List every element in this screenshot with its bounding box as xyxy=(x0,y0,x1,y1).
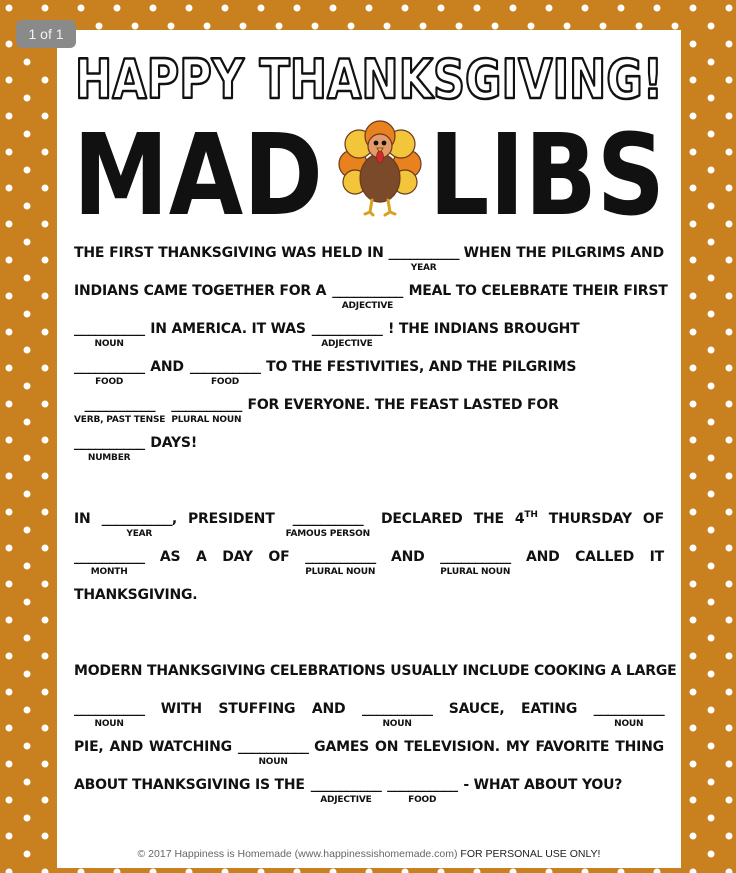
story-text-segment: TELEVISION. xyxy=(404,739,500,755)
story-line xyxy=(74,700,664,738)
blank-line: __________ xyxy=(361,702,433,717)
blank-hint-label: NOUN xyxy=(258,757,288,767)
blank-hint-label: YEAR xyxy=(410,263,437,273)
title-happy-thanksgiving xyxy=(57,38,681,110)
story-text-segment: THE xyxy=(74,245,105,261)
blank-hint-label: NUMBER xyxy=(87,453,131,463)
story-text-segment: INDIANS CAME TOGETHER FOR A xyxy=(74,283,327,299)
fill-in-blank[interactable] xyxy=(389,244,459,274)
blank-line: __________ xyxy=(84,398,155,413)
story-text-segment: AND xyxy=(311,701,346,717)
story-text-segment: HELD xyxy=(321,245,363,261)
blank-line: __________ xyxy=(311,322,383,337)
blank-line: __________ xyxy=(74,322,145,337)
story-line xyxy=(74,282,668,320)
story-line xyxy=(74,586,664,624)
fill-in-blank[interactable] xyxy=(74,700,144,730)
fill-in-blank[interactable] xyxy=(594,700,664,730)
story-text-segment: 4TH xyxy=(514,510,538,527)
story-line xyxy=(74,320,664,358)
fill-in-blank[interactable] xyxy=(286,510,370,540)
blank-hint-label: FOOD xyxy=(408,795,437,805)
story-text-segment: THANKSGIVING xyxy=(158,245,277,261)
fill-in-blank[interactable] xyxy=(74,358,144,388)
story-text-segment: THANKSGIVING. xyxy=(74,587,198,603)
story-line xyxy=(74,396,664,434)
story-text-segment: AS xyxy=(159,549,181,565)
blank-line: __________ xyxy=(332,284,403,299)
title-libs: LIBS xyxy=(429,111,665,241)
blank-hint-label: FAMOUS PERSON xyxy=(285,529,370,539)
fill-in-blank[interactable] xyxy=(74,396,165,426)
blank-hint-label: ADJECTIVE xyxy=(320,795,372,805)
story-text-segment: AND xyxy=(150,359,184,375)
story-text-segment: STUFFING xyxy=(218,701,296,717)
story-line xyxy=(74,776,664,814)
fill-in-blank[interactable] xyxy=(74,434,144,464)
fill-in-blank[interactable] xyxy=(74,320,144,350)
ordinal-suffix: TH xyxy=(524,510,538,520)
blank-hint-label: NOUN xyxy=(94,719,124,729)
story-text-segment: FOR EVERYONE. THE FEAST LASTED FOR xyxy=(247,397,559,413)
footer-notice: FOR PERSONAL USE ONLY! xyxy=(460,848,601,860)
blank-hint-label: VERB, PAST TENSE xyxy=(74,415,166,425)
story-line xyxy=(74,244,664,282)
story-text-segment: AND xyxy=(525,549,560,565)
blank-punctuation: , xyxy=(171,511,177,527)
fill-in-blank[interactable] xyxy=(362,700,432,730)
blank-line: __________ xyxy=(237,740,309,755)
story-text-segment: THE xyxy=(516,245,547,261)
fill-in-blank[interactable] xyxy=(440,548,510,578)
blank-line: __________ xyxy=(310,778,382,793)
story-text-segment: DECLARED xyxy=(380,511,463,527)
story-text-segment: OF xyxy=(642,511,664,527)
title-mad: MAD xyxy=(73,111,323,241)
story-text-segment: PRESIDENT xyxy=(188,511,275,527)
blank-hint-label: PLURAL NOUN xyxy=(305,567,376,577)
fill-in-blank[interactable] xyxy=(305,548,375,578)
story-text-segment: MEAL TO CELEBRATE THEIR FIRST xyxy=(408,283,668,299)
title-line-1: HAPPY THANKSGIVING! xyxy=(75,48,663,111)
blank-hint-label: PLURAL NOUN xyxy=(171,415,242,425)
story-text-segment: IN xyxy=(367,245,384,261)
story-text-segment: TO THE FESTIVITIES, AND THE PILGRIMS xyxy=(266,359,577,375)
story-text-segment: FIRST xyxy=(109,245,154,261)
story-text-segment: SAUCE, xyxy=(448,701,505,717)
blank-line: __________ xyxy=(74,436,145,451)
blank-hint-label: NOUN xyxy=(94,339,124,349)
footer-copyright: © 2017 Happiness is Homemade (www.happinessishomemade.com) xyxy=(137,848,458,860)
fill-in-blank[interactable] xyxy=(311,776,381,806)
story-text-segment: OF xyxy=(268,549,290,565)
blank-line: __________ xyxy=(74,360,145,375)
blank-hint-label: NOUN xyxy=(614,719,644,729)
turkey-icon xyxy=(335,116,425,216)
story-text-segment: MODERN THANKSGIVING CELEBRATIONS USUALLY INCLUDE COOKING A LARGE xyxy=(74,663,677,679)
story-text-segment: PIE, xyxy=(74,739,104,755)
blank-hint-label: NOUN xyxy=(382,719,412,729)
story-text-segment: MY xyxy=(505,739,530,755)
story-text-segment: ABOUT THANKSGIVING IS THE xyxy=(74,777,305,793)
story-line xyxy=(74,548,664,586)
fill-in-blank[interactable] xyxy=(74,548,144,578)
blank-hint-label: FOOD xyxy=(95,377,124,387)
story-text-segment: WATCHING xyxy=(149,739,232,755)
story-text-segment: WITH xyxy=(160,701,202,717)
story-line xyxy=(74,510,664,548)
blank-hint-label: ADJECTIVE xyxy=(341,301,394,311)
footer-credit xyxy=(57,848,681,860)
blank-line: __________ xyxy=(388,246,459,261)
story-text-segment: ON xyxy=(375,739,399,755)
story-text-segment: IT xyxy=(649,549,664,565)
story-text-segment: FAVORITE xyxy=(535,739,610,755)
blank-line: __________ xyxy=(292,512,363,527)
fill-in-blank[interactable] xyxy=(387,776,457,806)
story-text-segment: IN xyxy=(74,511,91,527)
blank-hint-label: ADJECTIVE xyxy=(321,339,373,349)
story-text-segment: CALLED xyxy=(575,549,635,565)
story-text-segment: IN AMERICA. IT WAS xyxy=(150,321,306,337)
story-text-segment: PILGRIMS xyxy=(551,245,626,261)
fill-in-blank[interactable] xyxy=(238,738,308,768)
blank-line: __________ xyxy=(305,550,376,565)
blank-hint-label: PLURAL NOUN xyxy=(440,567,511,577)
blank-hint-label: FOOD xyxy=(210,377,240,387)
story-line xyxy=(74,358,664,396)
blank-line: __________ xyxy=(387,778,458,793)
fill-in-blank[interactable] xyxy=(312,320,382,350)
story-text-segment: AND xyxy=(109,739,144,755)
blank-line: __________ xyxy=(593,702,664,717)
story-text-segment: THE xyxy=(473,511,504,527)
blank-line: __________ xyxy=(101,512,172,527)
story-text-segment: - WHAT ABOUT YOU? xyxy=(463,777,623,793)
story-text-segment: DAYS! xyxy=(150,435,198,451)
story-line xyxy=(74,738,664,776)
blank-line: __________ xyxy=(74,702,145,717)
story-text-segment: AND xyxy=(630,245,664,261)
fill-in-blank[interactable] xyxy=(332,282,402,312)
blank-hint-label: YEAR xyxy=(126,529,153,539)
story-text-segment: A xyxy=(195,549,207,565)
story-text-segment: THURSDAY xyxy=(548,511,632,527)
story-line xyxy=(74,662,677,700)
fill-in-blank[interactable] xyxy=(171,396,241,426)
story-text-segment: DAY xyxy=(222,549,253,565)
story-text-segment: WAS xyxy=(281,245,317,261)
story-text-segment: ! THE INDIANS BROUGHT xyxy=(388,321,580,337)
story-text-segment: WHEN xyxy=(463,245,512,261)
blank-line: __________ xyxy=(189,360,261,375)
blank-line: __________ xyxy=(171,398,242,413)
story-text-segment: AND xyxy=(390,549,425,565)
page-count-badge: 1 of 1 xyxy=(16,20,76,48)
blank-hint-label: MONTH xyxy=(90,567,128,577)
blank-line: __________ xyxy=(74,550,145,565)
fill-in-blank[interactable] xyxy=(190,358,260,388)
story-text-segment: EATING xyxy=(521,701,578,717)
story-line xyxy=(74,434,664,472)
story-text-segment: THING xyxy=(615,739,664,755)
fill-in-blank[interactable] xyxy=(102,510,177,540)
mad-libs-sheet xyxy=(57,30,681,868)
story-text-segment: GAMES xyxy=(314,739,370,755)
blank-line: __________ xyxy=(440,550,511,565)
